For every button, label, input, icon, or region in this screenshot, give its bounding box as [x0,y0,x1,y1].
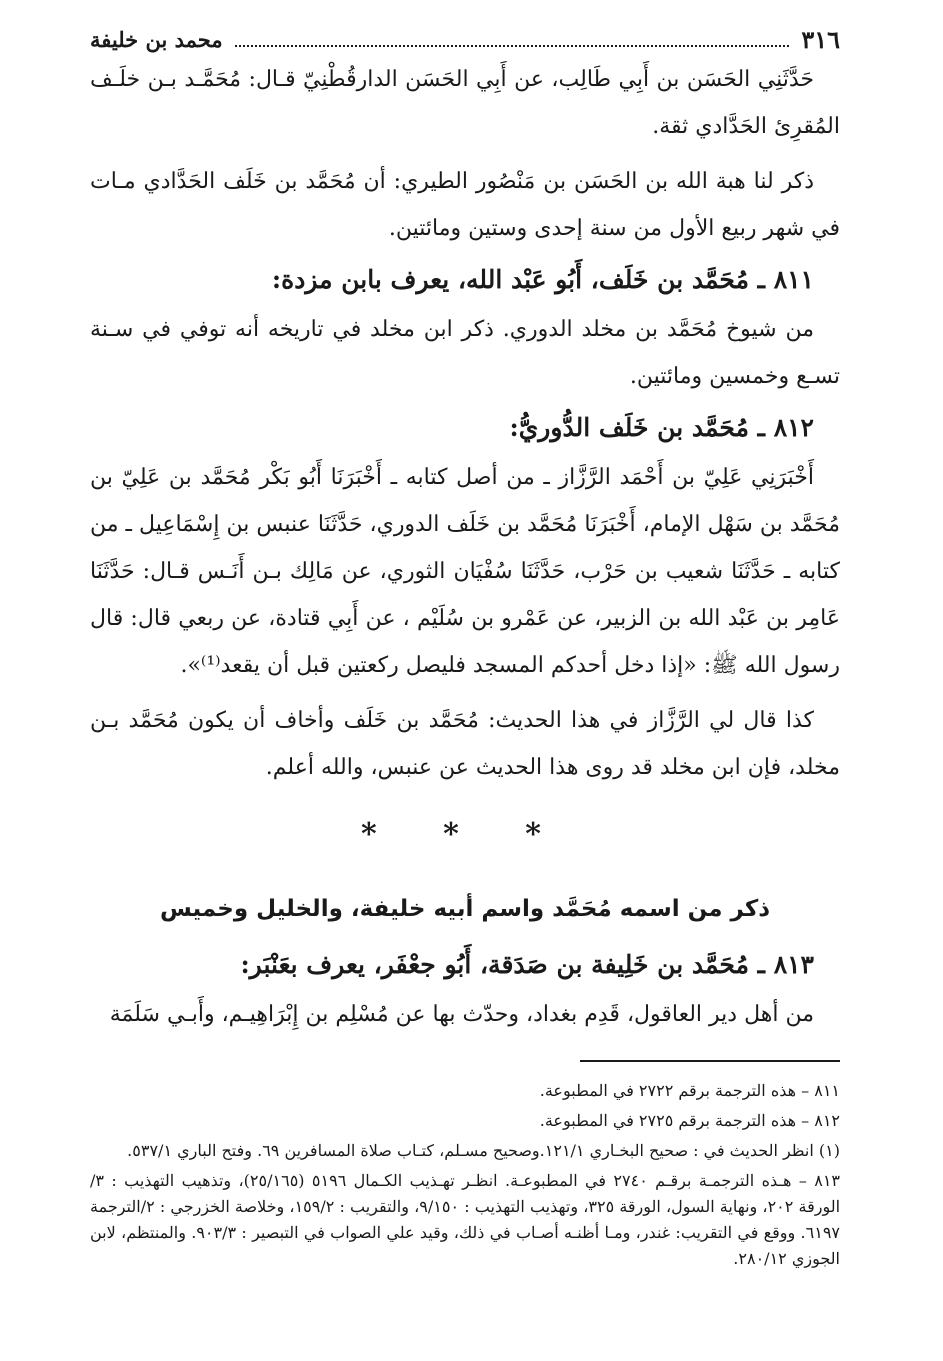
paragraph-2: ذكر لنا هبة الله بن الحَسَن بن مَنْصُور الطيري: أن مُحَمَّد بن خَلَف الحَدَّادي مـات في شهر ربيع الأول من سنة إحدى وستين ومائتين. [90,169,840,241]
paragraph-1: حَدَّثَنِي الحَسَن بن أَبِي طَالِب، عن أَبِي الحَسَن الدارقُطْنِيّ قـال: مُحَمَّـد بـن خلَـف المُقرِئ الحَدَّادي ثقة. [90,67,840,139]
entry-813-text: من أهل دير العاقول، قَدِم بغداد، وحدّث بها عن مُسْلِم بن إِبْرَاهِيـم، وأَبـي سَلَمَة [109,1002,814,1027]
header-dotted-leader [235,31,790,47]
footnote-1: (١) انظر الحديث في : صحيح البخـاري ١٢١/١.وصحيح مسـلم، كتـاب صلاة المسافرين ٦٩. وفتح الباري ٥٣٧/١. [127,1141,840,1160]
book-page [90,22,840,1272]
footnote-813: ٨١٣ – هـذه الترجمـة برقـم ٢٧٤٠ في المطبوعـة. انظـر تهـذيب الكـمال ٥١٩٦ (٢٥/١٦٥)، وتذهيب التهذيب : ٣/الورقة ٢٠٢، ونهاية السول، الورقة ٣٢٥، وتهذيب التهذيب : ٩/١٥٠، والتقريب : ١٥٩/٢، وخلاصة الخزرجي : ٢/الترجمة ٦١٩٧. ووقع في التقريب: غندر، ومـا أظنـه أصـاب في ذلك، وقيد علي الصواب في التبصير : ٩٠٣/٣. والمنتظم، لابن الجوزي ٢٨٠/١٢. [90,1171,841,1268]
entry-812-note: كذا قال لي الرَّزَّاز في هذا الحديث: مُحَمَّد بن خَلَف وأخاف أن يكون مُحَمَّد بـن مخلد، فإن ابن مخلد قد روى هذا الحديث عن عنبس، والله أعلم. [90,708,840,780]
entry-813-title: ٨١٣ ـ مُحَمَّد بن خَلِيفة بن صَدَقة، أَبُو جعْفَر، يعرف بعَنْبَر: [240,950,814,979]
footnote-separator [580,1060,840,1062]
entry-811-title: ٨١١ ـ مُحَمَّد بن خَلَف، أَبُو عَبْد الله، يعرف بابن مزدة: [271,265,814,294]
running-title: محمد بن خليفة [90,26,223,52]
running-header [90,22,840,56]
footnote-812: ٨١٢ – هذه الترجمة برقم ٢٧٢٥ في المطبوعة. [539,1111,840,1130]
spacer [90,150,840,158]
footnote-811: ٨١١ – هذه الترجمة برقم ٢٧٢٢ في المطبوعة. [539,1081,840,1100]
section-separator-stars: * * * [361,817,569,852]
entry-811-text: من شيوخ مُحَمَّد بن مخلد الدوري. ذكر ابن مخلد في تاريخه أنه توفي في سـنة تسـع وخمسين ومائتين. [90,317,840,389]
spacer [90,689,840,697]
section-title: ذكر من اسمه مُحَمَّد واسم أبيه خليفة، والخليل وخميس [159,896,771,922]
entry-812-title: ٨١٢ ـ مُحَمَّد بن خَلَف الدُّوريُّ: [509,413,814,442]
page-number: ٣١٦ [801,24,840,54]
entry-812-text: أَخْبَرَنِي عَلِيّ بن أَحْمَد الرَّزَّاز ـ من أصل كتابه ـ أَخْبَرَنَا أَبُو بَكْر مُحَمَّد بن عَلِيّ بن مُحَمَّد بن سَهْل الإمام، أَخْبَرَنَا مُحَمَّد بن خَلَف الدوري، حَدَّثَنَا عنبس بن إِسْمَاعِيل ـ من كتابه ـ حَدَّثَنَا شعيب بن حَرْب، حَدَّثَنَا سُفْيَان الثوري، عن مَالِك بـن أَنَـس قـال: حَدَّثَنَا عَامِر بن عَبْد الله بن الزبير، عن عَمْرو بن سُلَيْم ، عن أَبِي قتادة، عن ربعي قال: قال رسول الله ﷺ: «إذا دخل أحدكم المسجد فليصل ركعتين قبل أن يقعد⁽¹⁾». [90,465,841,678]
